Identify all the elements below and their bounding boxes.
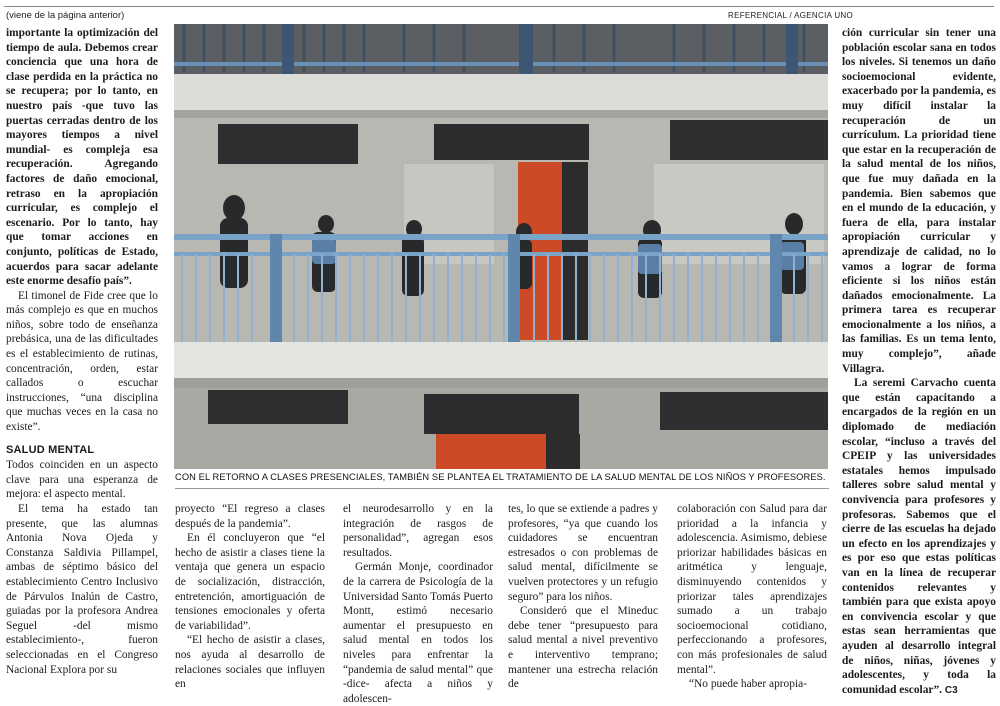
paragraph: Todos coinciden en un aspecto clave para una esperanza de mejora: el aspecto mental. <box>6 459 158 501</box>
continuation-kicker: (viene de la página anterior) <box>6 10 125 21</box>
paragraph: colaboración con Salud para dar prioridad a la infancia y adolescencia. Asimismo, debiese priorizar habilidades básicas en aritmética y lenguaje, disminuyendo contenidos y priorizar tales aprendizajes sumado a un trabajo socioemocional cotidiano, perfeccionando a profesores, con más profesionales de salud mental”. <box>677 503 827 676</box>
paragraph: “El hecho de asistir a clases, nos ayuda al desarrollo de relaciones sociales que influyen en <box>175 634 325 691</box>
paragraph: el neurodesarrollo y en la integración de rasgos de personalidad”, agregan esos resultados. <box>343 503 493 559</box>
paragraph: El tema ha estado tan presente, que las alumnas Antonia Nova Ojeda y Constanza Saldivia Pillampel, ambas de séptimo básico del establecimiento Centro Inclusivo de Párvulos Inalún de Castro, guiadas por la profesora Andrea Seguel -del mismo establecimiento-, fueron seleccionadas en el Congreso Nacional Explora por su <box>6 503 158 676</box>
photo-caption: CON EL RETORNO A CLASES PRESENCIALES, TAMBIÉN SE PLANTEA EL TRATAMIENTO DE LA SALUD MENTAL DE LOS NIÑOS Y PROFESORES. <box>175 472 826 482</box>
article-column-4 <box>508 502 658 692</box>
article-column-5 <box>677 502 827 692</box>
paragraph-text: La seremi Carvacho cuenta que están capacitando a encargados de la región en un diplomado de mediación escolar, “incluso a través del CPEIP y las universidades estatales hemos impulsado talleres sobre salud mental y convivencia para profesores y profesoras. Sabemos que el cierre de las escuelas ha dejado un efecto en los aprendizajes y es por eso que estas políticas van en la línea de recuperar contenidos relevantes y también para que exista apoyo en convivencia escolar y que estas sean herramientas que ayuden al desarrollo integral de niños, niñas, jóvenes y adolescentes, y toda la comunidad escolar”. <box>842 377 996 696</box>
subheading-salud-mental: SALUD MENTAL <box>6 443 95 456</box>
paragraph: Germán Monje, coordinador de la carrera de Psicología de la Universidad Santo Tomás Puerto Montt, estimó necesario aumentar el presupuesto en salud mental en todos los niveles para enfrentar la “pandemia de salud mental” que -dice- afecta a niños y adolescen- <box>343 561 493 705</box>
caption-rule <box>175 488 829 489</box>
photo-credit: REFERENCIAL / AGENCIA UNO <box>728 11 854 20</box>
paragraph: importante la optimización del tiempo de aula. Debemos crear conciencia que una hora de clase perdida en la práctica no se recupera; por lo tanto, en nuestro país -que tuvo las puertas cerradas dentro de los mayores tiempos a nivel mundial- es compleja esa recuperación. Agregando factores de daño emocional, retraso en la apropiación curricular, es complejo el escenario. Por lo tanto, hay que tomar acciones en conjunto, políticas de Estado, acuerdos para sacar adelante este enorme desafío país”. <box>6 27 158 288</box>
article-column-right <box>842 26 996 698</box>
paragraph: ción curricular sin tener una población escolar sana en todos los niveles. Si tenemos un daño socioemocional evidente, exacerbado por la pandemia, es muy difícil instalar la recuperación de un currículum. La prioridad tiene que estar en la recuperación de la salud mental de los niños, que fue muy dañada en la pandemia. Bien sabemos que en el mundo de la educación, y fuera de ella, para instalar apropiación curricular y aprendizaje de calidad, no lo vamos a lograr de forma eficiente si los niños están dañados emocionalmente. La primera tarea es recuperar emocionalmente a los niños, a las familias. Es un tema lento, muy complejo”, añade Villagra. <box>842 27 996 375</box>
article-column-3 <box>343 502 493 706</box>
article-column-2 <box>175 502 325 692</box>
paragraph: proyecto “El regreso a clases después de la pandemia”. <box>175 503 325 530</box>
paragraph: En él concluyeron que “el hecho de asistir a clases tiene la ventaja que genera un espacio de socialización, distracción, entretención, amortiguación de tensiones emocionales y oferta de variabilidad”. <box>175 532 325 632</box>
paragraph: El timonel de Fide cree que lo más complejo es que en muchos niños, sobre todo de enseñanza prebásica, una de las dificultades es el establecimiento de rutinas, concentración, orden, estar callados o escuchar instrucciones, “una disciplina que muchas veces en la casa no existe”. <box>6 289 158 434</box>
paragraph: “No puede haber apropia- <box>689 678 807 691</box>
end-mark: C3 <box>944 684 958 696</box>
school-corridor-photo <box>174 24 828 469</box>
paragraph: Consideró que el Mineduc debe tener “presupuesto para salud mental a nivel preventivo e interventivo temprano; mantener una estrecha relación de <box>508 605 658 691</box>
paragraph: tes, lo que se extiende a padres y profesores, “ya que cuando los cuidadores se encuentran estresados o con problemas de salud mental, difícilmente se vuelven protectores y un refugio seguro” para los niños. <box>508 503 658 603</box>
header-rule <box>4 6 994 7</box>
paragraph <box>842 376 996 698</box>
article-column-1 <box>6 26 158 677</box>
